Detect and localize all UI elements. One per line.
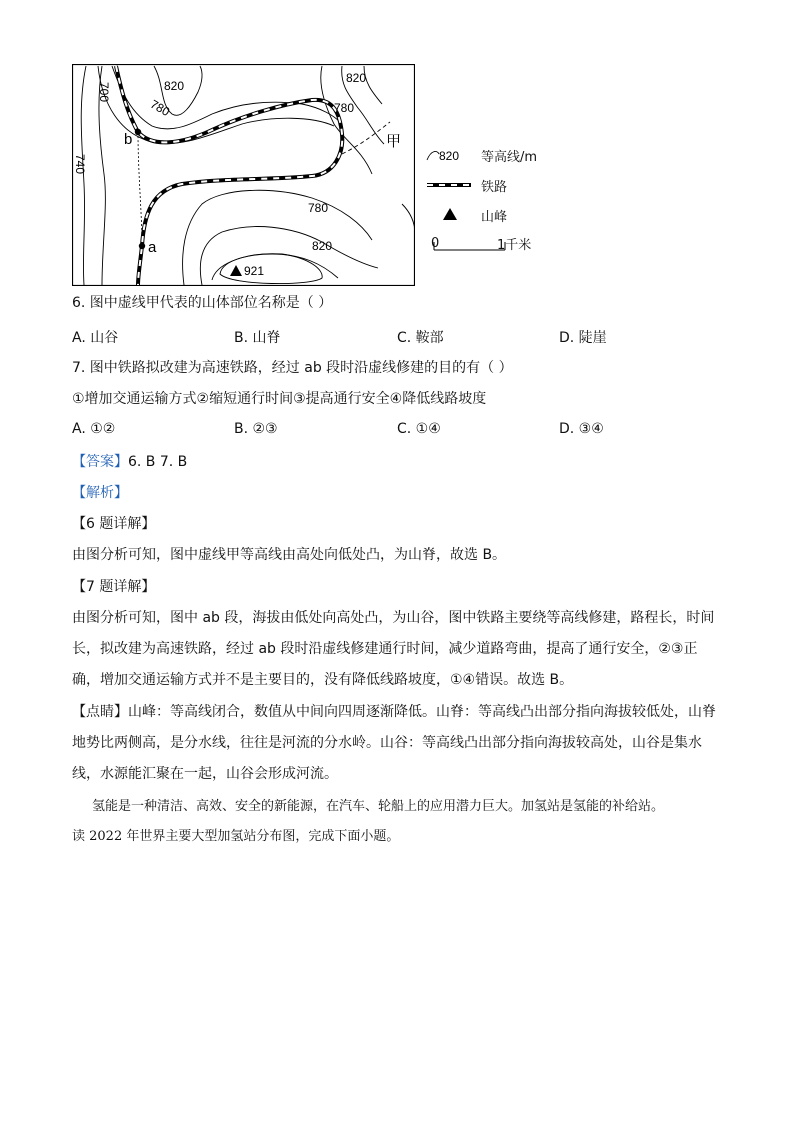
legend-scale-start: 0 [431, 236, 440, 251]
tip-line-3: 线，水源能汇聚在一起，山谷会形成河流。 [72, 766, 338, 782]
passage-line-1: 氢能是一种清洁、高效、安全的新能源，在汽车、轮船上的应用潜力巨大。加氢站是氢能的补给站。 [92, 799, 665, 814]
label-780-right: 780 [334, 101, 355, 115]
tip-line-2: 地势比两侧高，是分水线，往往是河流的分水岭。山谷：等高线凸出部分指向海拔较高处，山谷是集水 [72, 735, 702, 751]
label-820-top-left: 820 [164, 79, 185, 93]
legend-railway-label: 铁路 [481, 180, 508, 195]
q7-option-a: A. ①② [72, 421, 116, 437]
legend-scale-end: 1千米 [497, 238, 532, 253]
legend [425, 140, 565, 260]
label-jia: 甲 [386, 133, 402, 150]
legend-contour-label: 等高线/m [481, 150, 538, 165]
label-820-lower: 820 [312, 239, 333, 253]
legend-peak-icon [443, 208, 457, 220]
label-780-left: 780 [147, 96, 173, 120]
label-point-a: a [148, 239, 157, 256]
q6-option-d: D. 陡崖 [559, 330, 607, 346]
detail-7-line-1: 由图分析可知，图中 ab 段，海拔由低处向高处凸，为山谷，图中铁路主要绕等高线修建，路程长，时间 [72, 610, 715, 626]
q6-option-a: A. 山谷 [72, 330, 119, 346]
label-820-top-right: 820 [346, 71, 367, 85]
answer-text: 6. B 7. B [128, 454, 188, 470]
question-7-stem: 7. 图中铁路拟改建为高速铁路，经过 ab 段时沿虚线修建的目的有（ ） [72, 360, 513, 376]
q6-option-c: C. 鞍部 [397, 330, 444, 346]
q7-option-c: C. ①④ [397, 421, 441, 437]
analysis-label: 【解析】 [72, 485, 128, 501]
label-point-b: b [124, 131, 133, 148]
legend-peak-label: 山峰 [481, 210, 508, 225]
answer-line [72, 452, 187, 472]
contour-map [72, 64, 415, 286]
q7-option-d: D. ③④ [559, 421, 604, 437]
passage-line-2: 读 2022 年世界主要大型加氢站分布图，完成下面小题。 [72, 829, 400, 844]
detail-6-text: 由图分析可知，图中虚线甲等高线由高处向低处凸，为山脊，故选 B。 [72, 547, 507, 563]
question-6-stem: 6. 图中虚线甲代表的山体部位名称是（ ） [72, 295, 333, 311]
detail-6-title: 【6 题详解】 [72, 516, 156, 532]
label-740: 740 [73, 154, 87, 175]
label-780-lower: 780 [308, 201, 329, 215]
point-b-dot [135, 129, 141, 135]
detail-7-line-2: 长，拟改建为高速铁路，经过 ab 段时沿虚线修建通行时间，减少道路弯曲，提高了通行安全，②③正 [72, 641, 698, 657]
legend-railway-icon [427, 180, 471, 190]
q7-option-b: B. ②③ [234, 421, 278, 437]
answer-label: 【答案】 [72, 454, 128, 470]
question-7-choices: ①增加交通运输方式②缩短通行时间③提高通行安全④降低线路坡度 [72, 391, 487, 407]
detail-7-line-3: 确，增加交通运输方式并不是主要目的，没有降低线路坡度，①④错误。故选 B。 [72, 672, 574, 688]
tip-line-1: 【点睛】山峰：等高线闭合，数值从中间向四周逐渐降低。山脊：等高线凸出部分指向海拔较低处，山脊 [72, 704, 716, 720]
detail-7-title: 【7 题详解】 [72, 579, 156, 595]
point-a-dot [139, 243, 145, 249]
label-700: 700 [97, 82, 111, 103]
legend-contour-sample: 820 [439, 149, 460, 163]
legend-contour-icon [425, 144, 485, 164]
label-peak: 921 [244, 264, 265, 278]
q6-option-b: B. 山脊 [234, 330, 281, 346]
